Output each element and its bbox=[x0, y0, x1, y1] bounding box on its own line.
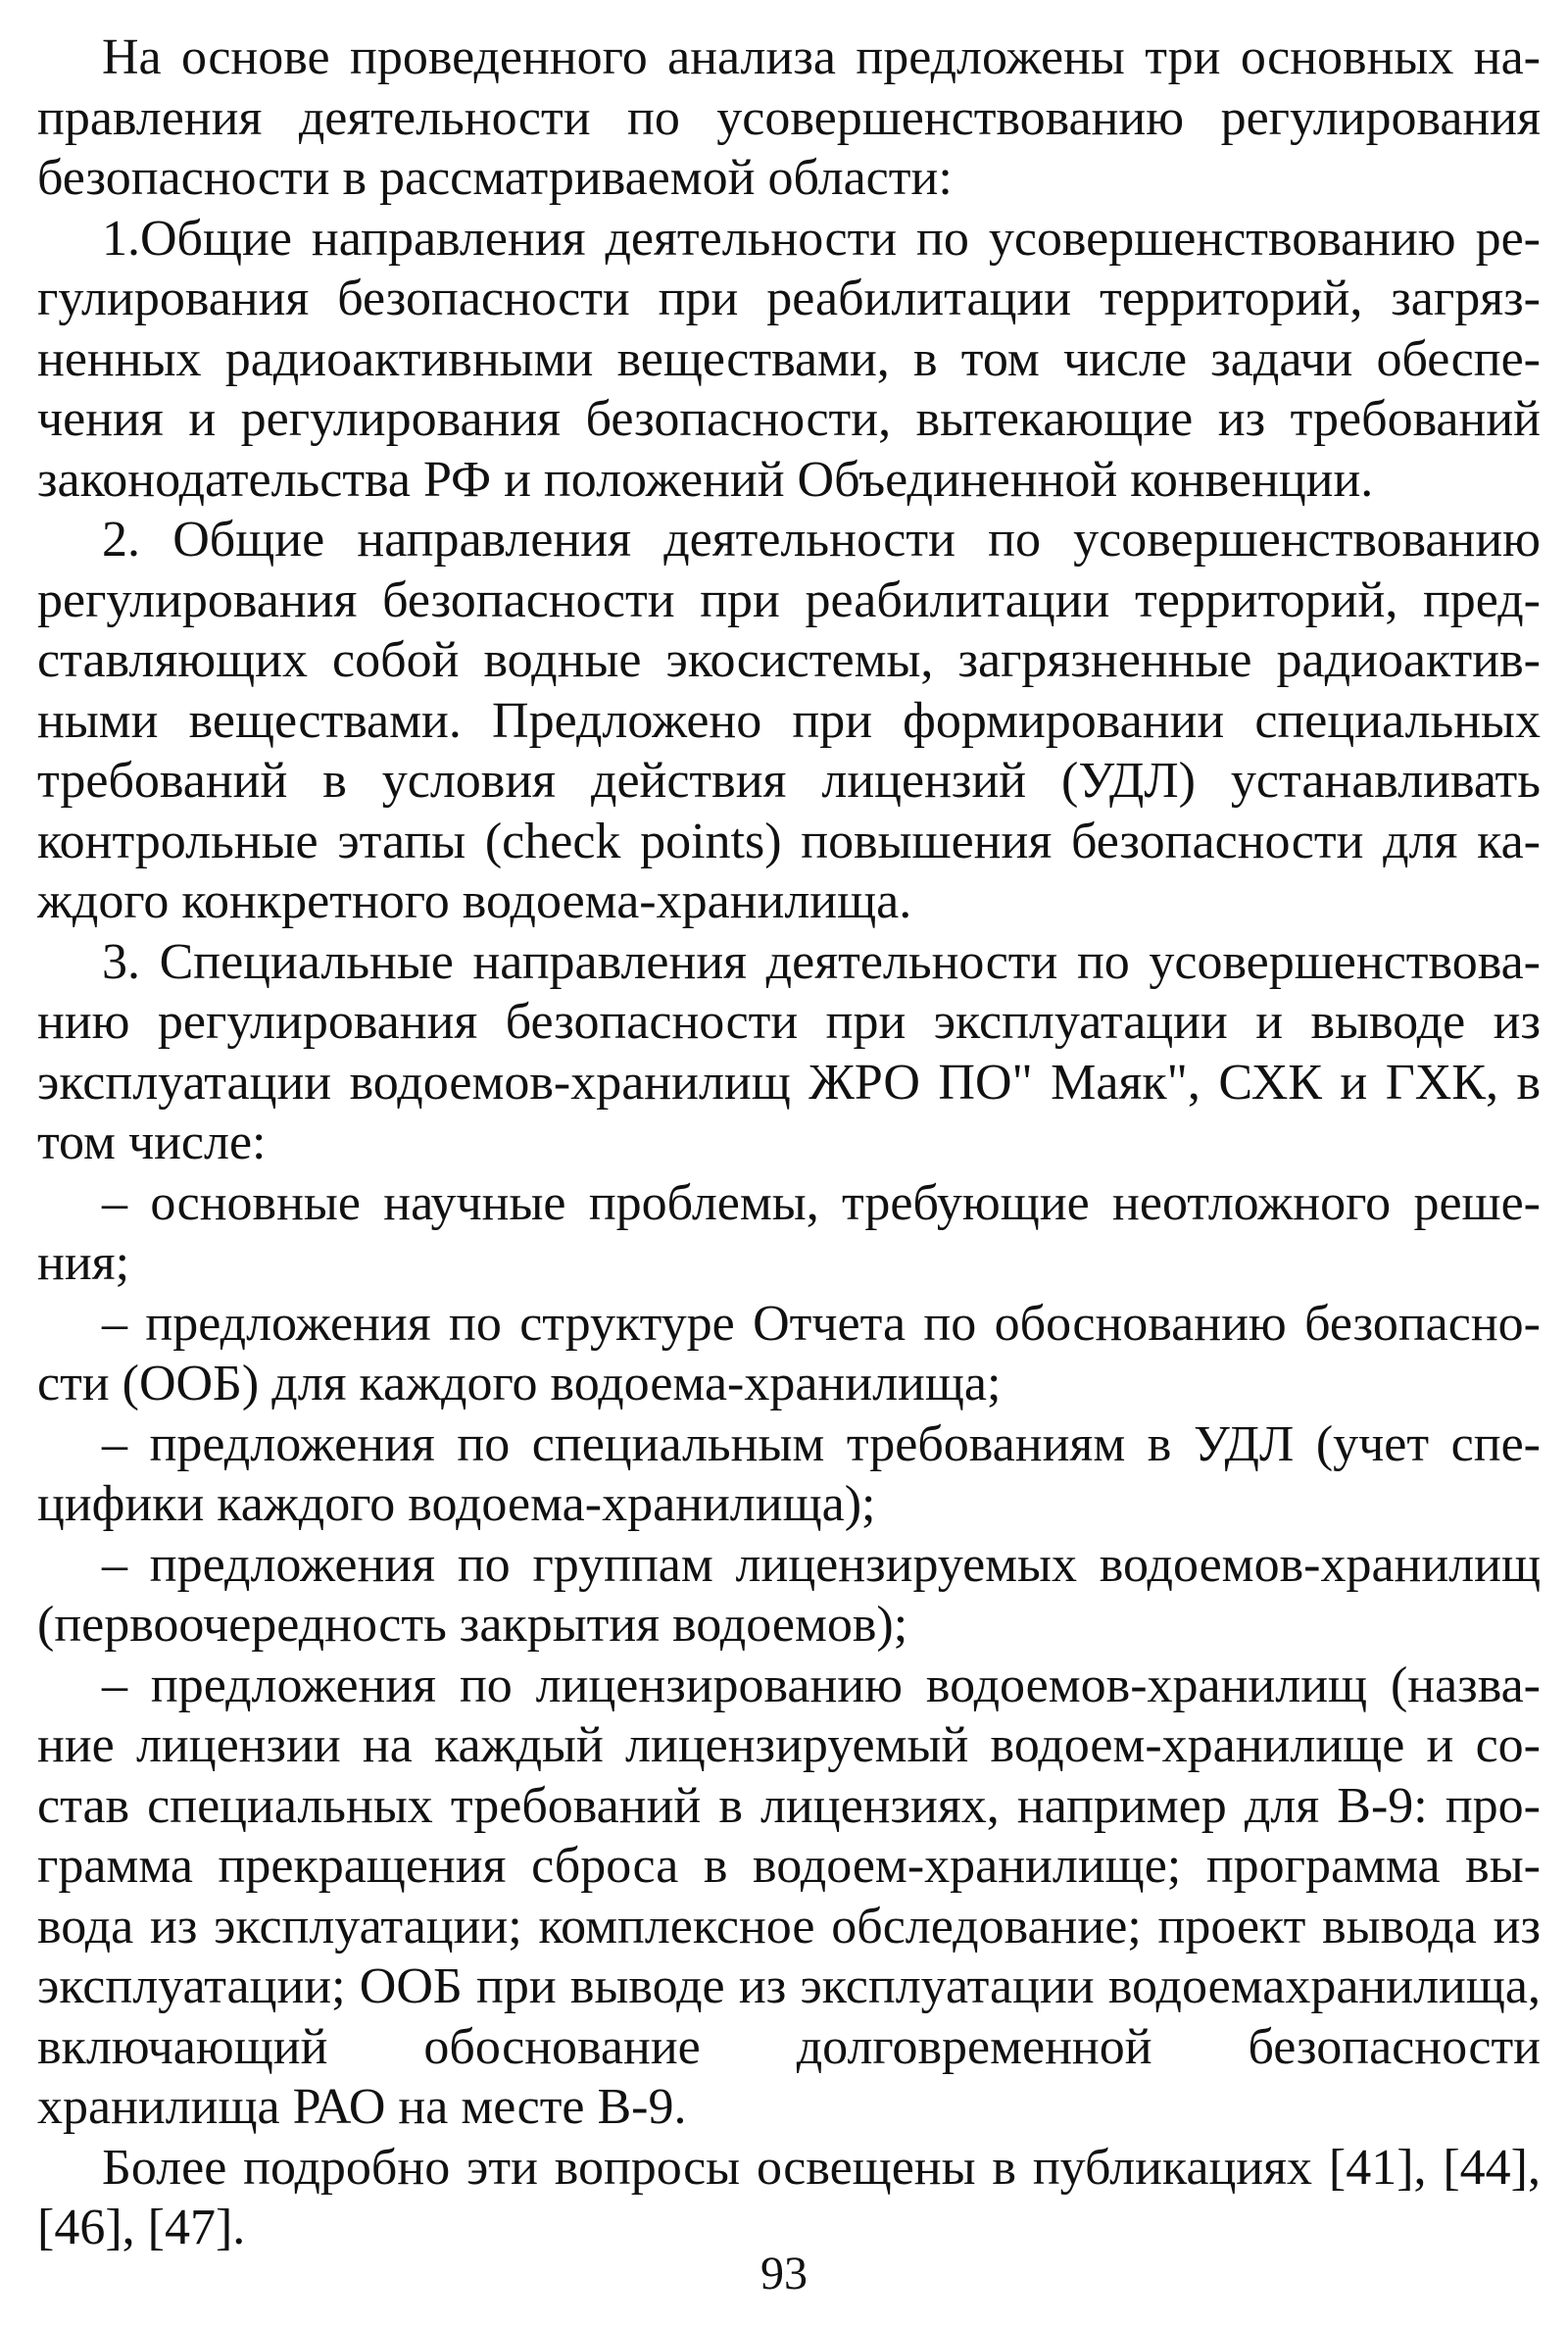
closing-paragraph: Более подробно эти вопросы освещены в публикациях [41], [44], [46], [47]. bbox=[37, 2139, 1541, 2255]
direction-2-paragraph: 2. Общие направления деятельности по усовершенствованию регулирования безопасности при реабилитации территорий, представляющих собой водные экосистемы, загрязненные радиоактивными веществами. Предложено при формировании специальных требований в условия действия лицензий (УДЛ) устанавливать контрольные этапы (check points) повышения безопасности для каждого конкретного водоема-хранилища. bbox=[37, 512, 1541, 929]
list-item-scientific-problems: – основные научные проблемы, требующие неотложного решения; bbox=[37, 1174, 1541, 1291]
direction-1-paragraph: 1.Общие направления деятельности по усовершенствованию регулирования безопасности при реабилитации территорий, загрязненных радиоактивными веществами, в том числе задачи обеспечения и регулирования безопасности, вытекающие из требований законодательства РФ и положений Объединенной конвенции. bbox=[37, 210, 1541, 508]
direction-3-paragraph: 3. Специальные направления деятельности по усовершенствованию регулирования безопасности при эксплуатации и выводе из эксплуатации водоемов-хранилищ ЖРО ПО" Маяк", СХК и ГХК, в том числе: bbox=[37, 933, 1541, 1170]
list-item-licensed-groups: – предложения по группам лицензируемых водоемов-хранилищ (первоочередность закрытия водоемов); bbox=[37, 1536, 1541, 1653]
list-item-special-requirements: – предложения по специальным требованиям в УДЛ (учет специфики каждого водоема-хранилища); bbox=[37, 1415, 1541, 1532]
list-item-report-structure: – предложения по структуре Отчета по обоснованию безопасности (ООБ) для каждого водоема-хранилища; bbox=[37, 1295, 1541, 1411]
intro-paragraph: На основе проведенного анализа предложены три основных направления деятельности по усовершенствованию регулирования безопасности в рассматриваемой области: bbox=[37, 29, 1541, 206]
list-item-licensing: – предложения по лицензированию водоемов-хранилищ (название лицензии на каждый лицензируемый водоем-хранилище и состав специальных требований в лицензиях, например для В-9: программа прекращения сброса в водоем-хранилище; программа вывода из эксплуатации; комплексное обследование; проект вывода из эксплуатации; ООБ при выводе из эксплуатации водоемахранилища, включающий обоснование долговременной безопасности хранилища РАО на месте В-9. bbox=[37, 1657, 1541, 2135]
page-number: 93 bbox=[760, 2248, 808, 2300]
document-body bbox=[37, 27, 1541, 2258]
